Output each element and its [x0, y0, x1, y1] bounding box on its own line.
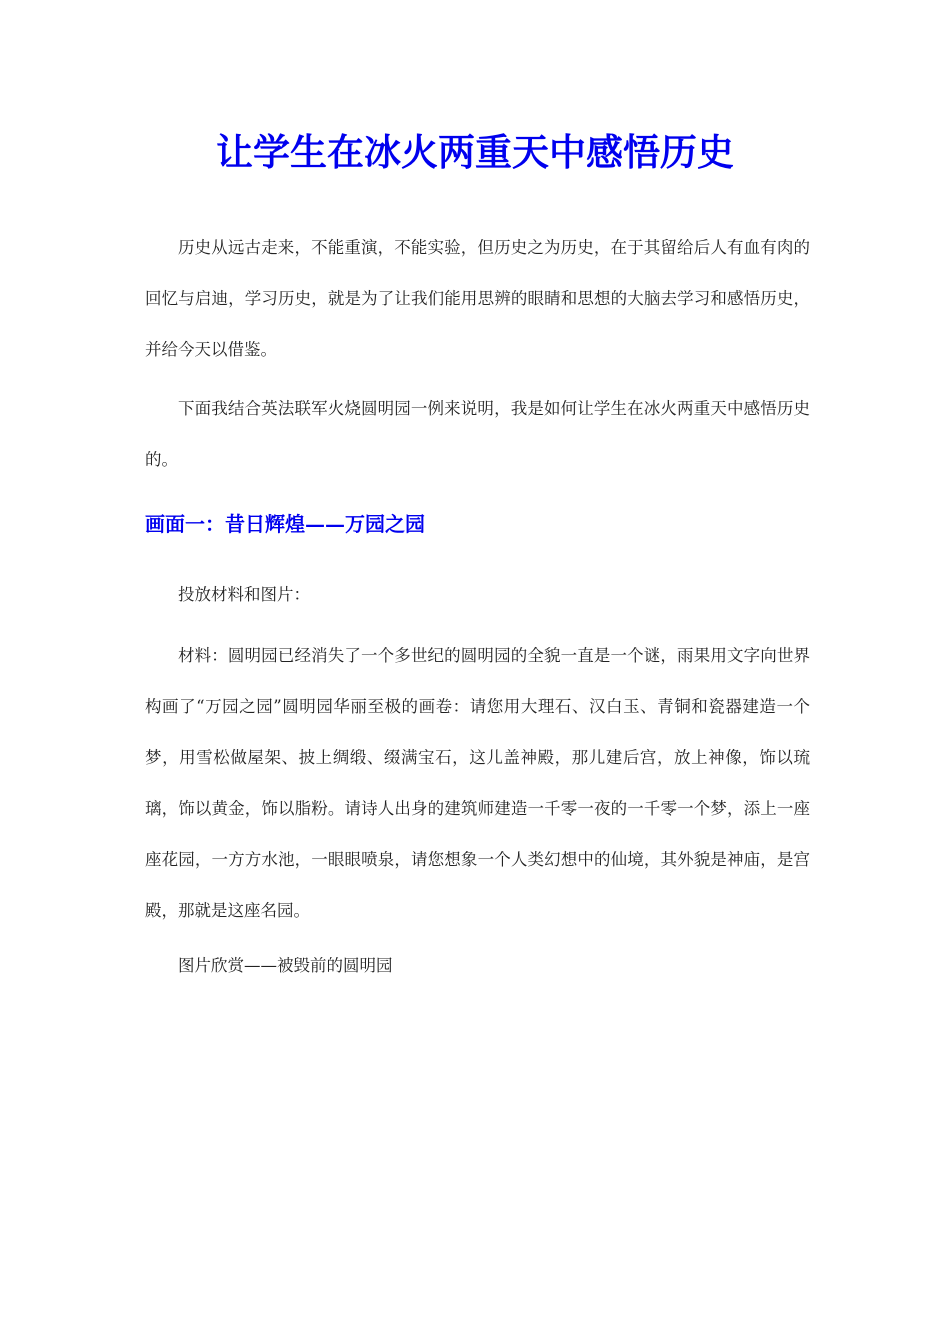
intro-paragraph: 历史从远古走来，不能重演，不能实验，但历史之为历史，在于其留给后人有血有肉的回忆与启迪，学习历史，就是为了让我们能用思辨的眼睛和思想的大脑去学习和感悟历史，并给今天以借鉴。	[145, 238, 810, 359]
materials-intro-paragraph: 投放材料和图片：	[178, 585, 310, 604]
picture-caption-paragraph: 图片欣赏——被毁前的圆明园	[178, 956, 393, 975]
section-heading: 画面一：昔日辉煌——万园之园	[145, 512, 425, 536]
document-title: 让学生在冰火两重天中感悟历史	[216, 130, 734, 174]
method-paragraph: 下面我结合英法联军火烧圆明园一例来说明，我是如何让学生在冰火两重天中感悟历史的。	[145, 399, 810, 469]
material-quote-paragraph: 材料：圆明园已经消失了一个多世纪的圆明园的全貌一直是一个谜，雨果用文字向世界构画了“万园之园”圆明园华丽至极的画卷：请您用大理石、汉白玉、青铜和瓷器建造一个梦，用雪松做屋架、披上绸缎、缀满宝石，这儿盖神殿，那儿建后宫，放上神像，饰以琉璃，饰以黄金，饰以脂粉。请诗人出身的建筑师建造一千零一夜的一千零一个梦，添上一座座花园，一方方水池，一眼眼喷泉，请您想象一个人类幻想中的仙境，其外貌是神庙，是宫殿，那就是这座名园。	[145, 646, 810, 920]
